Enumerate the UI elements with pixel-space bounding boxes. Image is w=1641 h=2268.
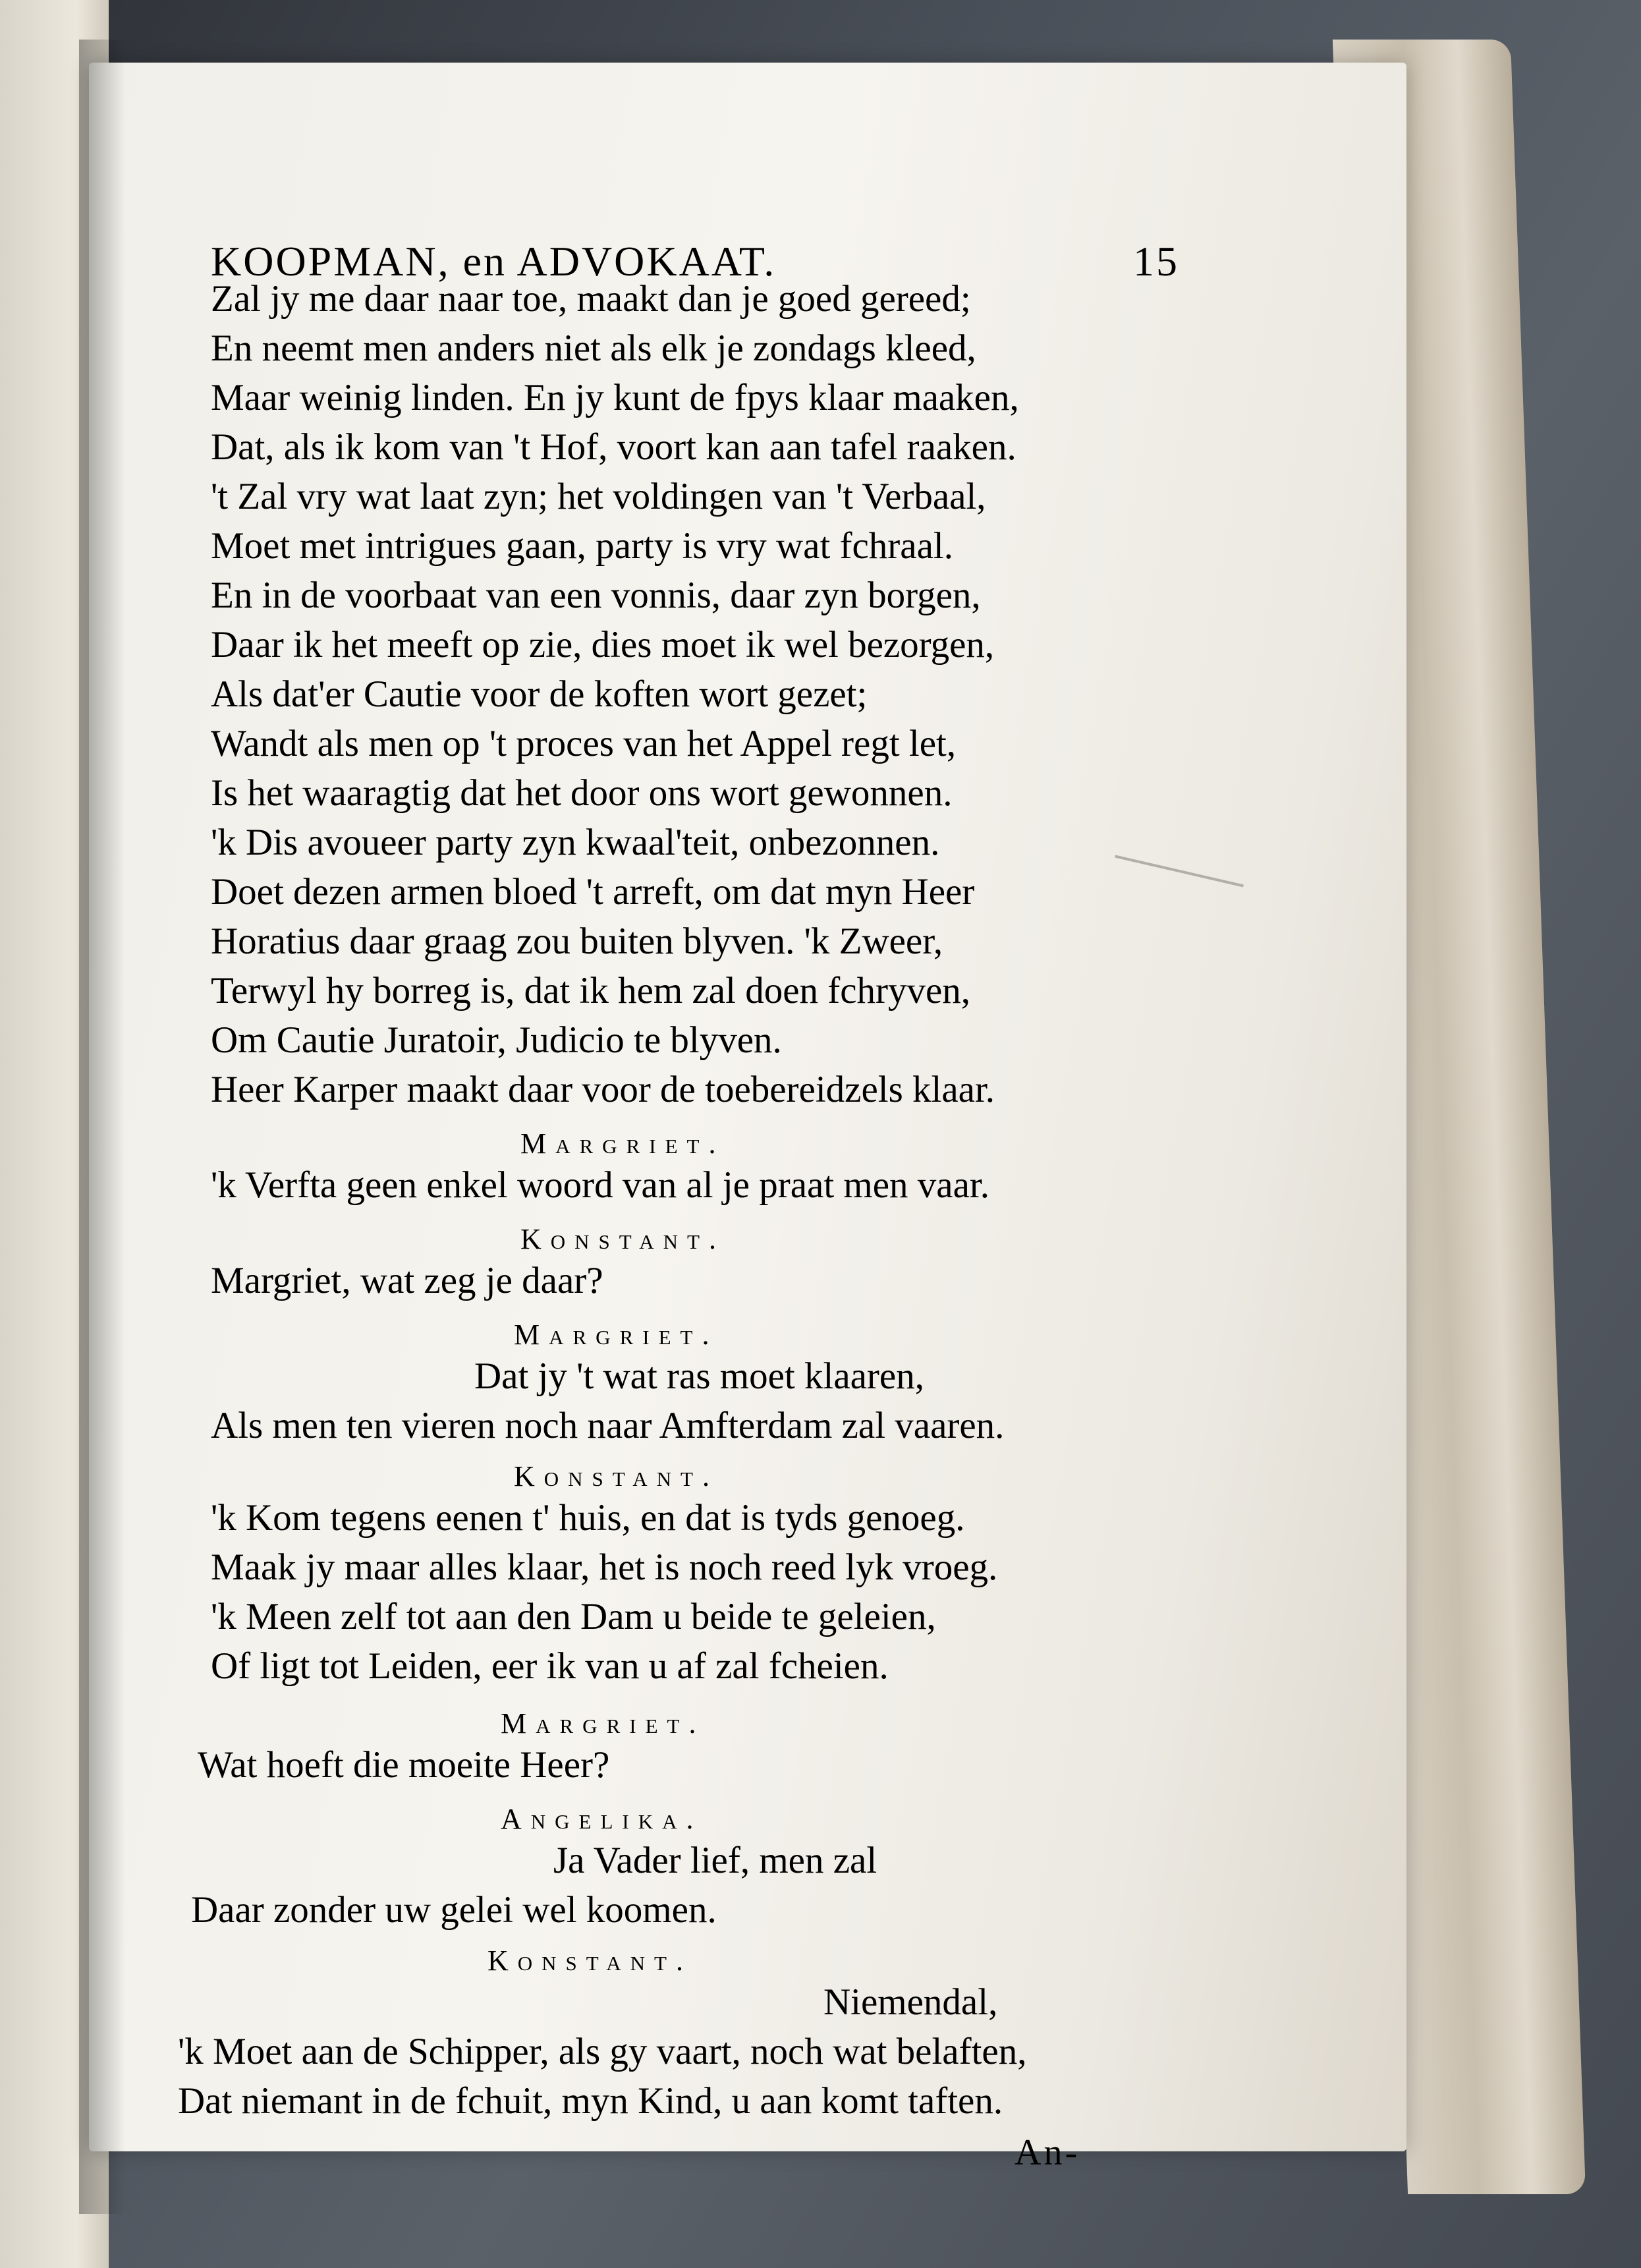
- verse-line: Als dat'er Cautie voor de koften wort gezet;: [211, 673, 868, 715]
- speaker-name: Konstant.: [514, 1460, 719, 1492]
- speaker-name: Margriet.: [514, 1318, 719, 1351]
- page-number: 15: [1133, 238, 1179, 285]
- verse-line: Heer Karper maakt daar voor de toebereidzels klaar.: [211, 1069, 995, 1110]
- speaker-name: Konstant.: [520, 1223, 725, 1255]
- speaker-name: Konstant.: [487, 1944, 692, 1977]
- verse-line: Ja Vader lief, men zal: [553, 1840, 877, 1881]
- verse-line: Dat niemant in de fchuit, myn Kind, u aan komt taften.: [178, 2080, 1003, 2122]
- verse-line: En in de voorbaat van een vonnis, daar zyn borgen,: [211, 575, 981, 616]
- catchword: An-: [1015, 2132, 1080, 2173]
- verse-line: 'k Kom tegens eenen t' huis, en dat is tyds genoeg.: [211, 1497, 965, 1539]
- speaker-name: Angelika.: [501, 1803, 703, 1835]
- verse-line: Wat hoeft die moeite Heer?: [198, 1744, 610, 1786]
- verse-line: Niemendal,: [823, 1981, 998, 2023]
- verse-line: Zal jy me daar naar toe, maakt dan je goed gereed;: [211, 278, 971, 320]
- verse-line: 't Zal vry wat laat zyn; het voldingen van 't Verbaal,: [211, 476, 986, 517]
- book-gutter: [79, 40, 125, 2214]
- verse-line: Daar zonder uw gelei wel koomen.: [191, 1889, 717, 1931]
- verse-line: Als men ten vieren noch naar Amfterdam zal vaaren.: [211, 1405, 1005, 1446]
- verse-line: Om Cautie Juratoir, Judicio te blyven.: [211, 1019, 782, 1061]
- verse-line: Moet met intrigues gaan, party is vry wat fchraal.: [211, 525, 953, 567]
- verse-line: 'k Dis avoueer party zyn kwaal'teit, onbezonnen.: [211, 822, 940, 863]
- verse-line: 'k Meen zelf tot aan den Dam u beide te geleien,: [211, 1596, 936, 1637]
- verse-line: 'k Moet aan de Schipper, als gy vaart, noch wat belaften,: [178, 2031, 1027, 2072]
- verse-line: Of ligt tot Leiden, eer ik van u af zal fcheien.: [211, 1645, 889, 1687]
- verse-line: En neemt men anders niet als elk je zondags kleed,: [211, 327, 976, 369]
- verse-line: Horatius daar graag zou buiten blyven. 'k Zweer,: [211, 921, 943, 962]
- verse-line: Terwyl hy borreg is, dat ik hem zal doen fchryven,: [211, 970, 971, 1011]
- verse-line: Maak jy maar alles klaar, het is noch reed lyk vroeg.: [211, 1546, 998, 1588]
- verse-line: 'k Verfta geen enkel woord van al je praat men vaar.: [211, 1164, 989, 1206]
- verse-line: Dat jy 't wat ras moet klaaren,: [474, 1355, 924, 1397]
- verse-line: Doet dezen armen bloed 't arreft, om dat myn Heer: [211, 871, 975, 913]
- speaker-name: Margriet.: [501, 1707, 706, 1740]
- verse-line: Is het waaragtig dat het door ons wort gewonnen.: [211, 772, 953, 814]
- verse-line: Margriet, wat zeg je daar?: [211, 1260, 603, 1301]
- verse-line: Maar weinig linden. En jy kunt de fpys klaar maaken,: [211, 377, 1019, 418]
- verse-line: Daar ik het meeft op zie, dies moet ik wel bezorgen,: [211, 624, 995, 666]
- verse-line: Wandt als men op 't proces van het Appel regt let,: [211, 723, 957, 764]
- verse-line: Dat, als ik kom van 't Hof, voort kan aan tafel raaken.: [211, 426, 1016, 468]
- speaker-name: Margriet.: [520, 1127, 725, 1160]
- running-title: KOOPMAN, en ADVOKAAT.: [211, 238, 777, 285]
